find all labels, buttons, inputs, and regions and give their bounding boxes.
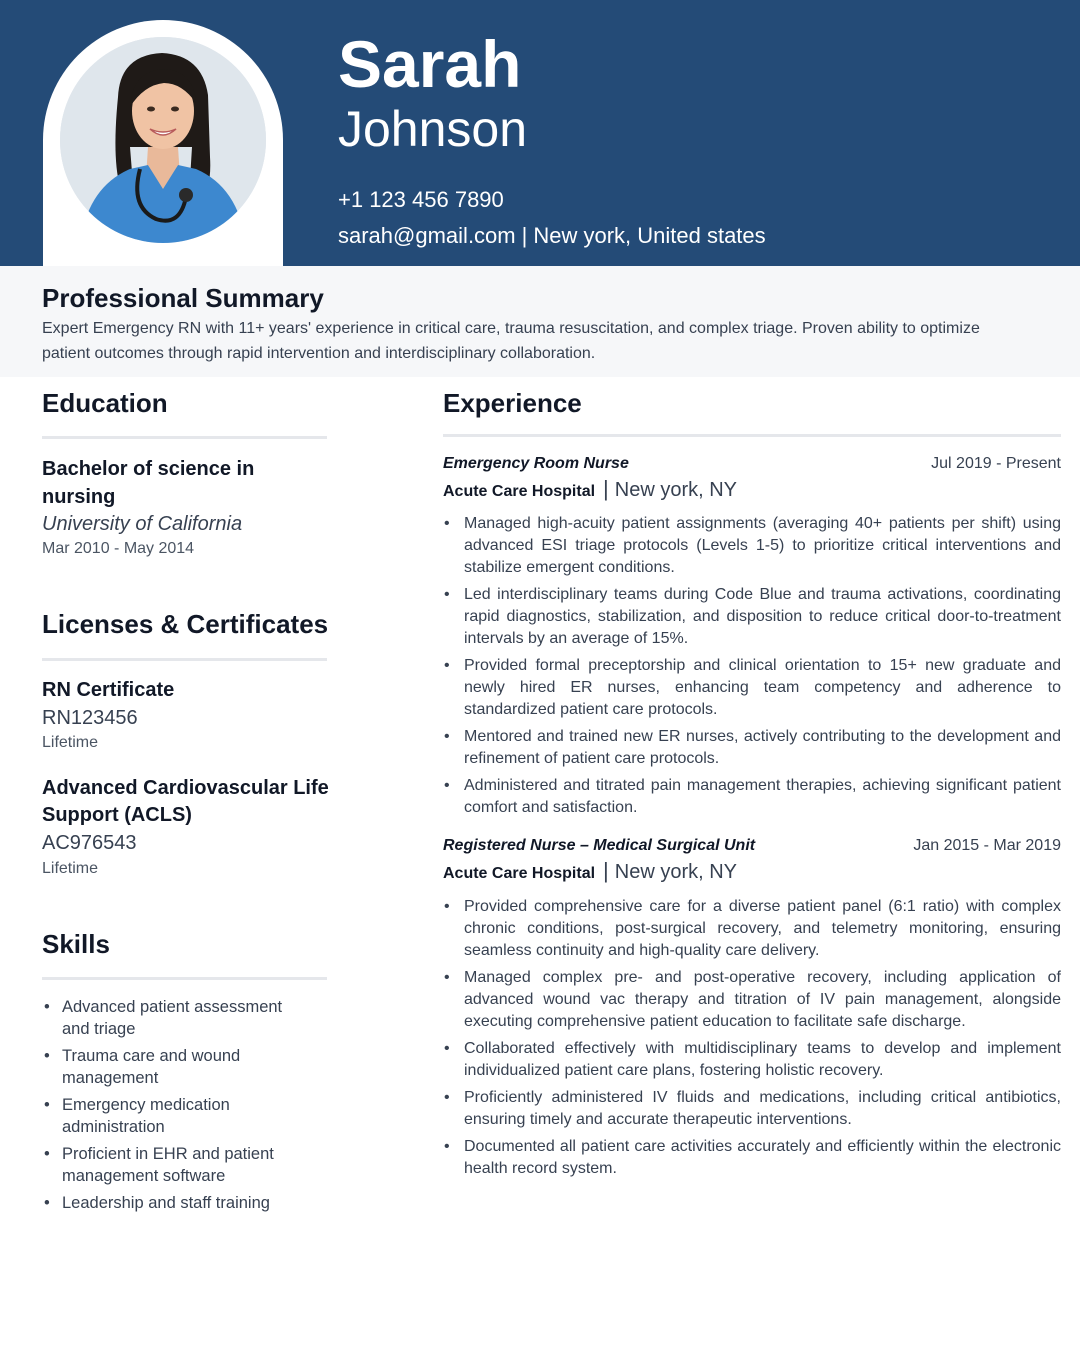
job-title: Emergency Room Nurse: [443, 455, 629, 472]
job-dates: Jul 2019 - Present: [931, 455, 1061, 472]
job-bullet: • Documented all patient care activities accurately and efficiently within the electronic health record system.: [443, 1136, 1061, 1180]
experience-title: Experience: [443, 388, 582, 418]
summary-text: Expert Emergency RN with 11+ years' experience in critical care, trauma resuscitation, and complex triage. Proven ability to optimize patient outcomes through rapid intervention and interdisciplinary collaboration.: [42, 320, 980, 362]
licenses-divider: [42, 658, 327, 661]
job-bullet: • Collaborated effectively with multidisciplinary teams to develop and implement individualized patient care plans, fostering holistic recovery.: [443, 1038, 1061, 1082]
photo-frame: [43, 20, 283, 266]
contact-line: [338, 222, 766, 250]
professional-summary: [0, 266, 1080, 377]
job-location: New york, NY: [614, 861, 738, 883]
job-location: New york, NY: [614, 479, 738, 501]
skills-divider: [42, 977, 327, 980]
profile-photo: [60, 37, 266, 243]
job-bullet: • Mentored and trained new ER nurses, actively contributing to the development and refinement of patient care protocols.: [443, 726, 1061, 770]
job-bullet: • Proficiently administered IV fluids and medications, including critical antibiotics, ensuring timely and accurate therapeutic interventions.: [443, 1087, 1061, 1131]
license-id: RN123456: [42, 707, 138, 729]
license-duration: Lifetime: [42, 860, 99, 877]
job-bullets: [443, 513, 1061, 824]
license-duration: Lifetime: [42, 734, 99, 751]
summary-title: Professional Summary: [42, 283, 324, 313]
skill-item: • Proficient in EHR and patient management software: [42, 1143, 312, 1187]
skills-title: Skills: [42, 929, 110, 959]
employer-name: Acute Care Hospital: [443, 865, 596, 882]
license-name: RN Certificate: [42, 679, 175, 701]
employer-separator: |: [603, 476, 609, 501]
job-bullet: • Administered and titrated pain management therapies, achieving significant patient comfort and satisfaction.: [443, 775, 1061, 819]
job-bullet: • Managed complex pre- and post-operative recovery, including application of advanced wound vac therapy and titration of IV pain management, alongside executing comprehensive patient education to facilitate safe discharge.: [443, 967, 1061, 1033]
job-title: Registered Nurse – Medical Surgical Unit: [443, 837, 756, 854]
skill-item: • Trauma care and wound management: [42, 1045, 312, 1089]
last-name: Johnson: [338, 101, 528, 157]
skill-item: • Advanced patient assessment and triage: [42, 996, 312, 1040]
contact-separator: |: [521, 223, 528, 248]
skills-list: [42, 996, 312, 1219]
job-bullet: • Provided formal preceptorship and clinical orientation to 15+ new graduate and newly hired ER nurses, enhancing team competency and adherence to standardized patient care protocols.: [443, 655, 1061, 721]
job-dates: Jan 2015 - Mar 2019: [913, 837, 1061, 854]
job-bullet: • Provided comprehensive care for a diverse patient panel (6:1 ratio) with complex chronic conditions, post-surgical recovery, and telemetry monitoring, ensuring seamless continuity and high-quality care delivery.: [443, 896, 1061, 962]
skill-item: • Leadership and staff training: [42, 1192, 312, 1214]
job-bullet: • Managed high-acuity patient assignments (averaging 40+ patients per shift) using advanced ESI triage protocols (Levels 1-5) to prioritize critical interventions and stabilize emergent conditions.: [443, 513, 1061, 579]
job-organization: [443, 475, 737, 506]
education-school: University of California: [42, 513, 243, 535]
phone-number: +1 123 456 7890: [338, 187, 504, 212]
job-bullets: [443, 896, 1061, 1185]
skill-item: • Emergency medication administration: [42, 1094, 312, 1138]
licenses-title: Licenses & Certificates: [42, 609, 329, 639]
job-organization: [443, 857, 737, 888]
employer-name: Acute Care Hospital: [443, 483, 596, 500]
employer-separator: |: [603, 858, 609, 883]
education-degree: Bachelor of science in nursing: [42, 458, 255, 508]
email-address: sarah@gmail.com: [338, 223, 516, 248]
job-bullet: • Led interdisciplinary teams during Code Blue and trauma activations, coordinating rapid diagnostics, stabilization, and disposition to reduce critical door-to-treatment intervals by an average of 15%.: [443, 584, 1061, 650]
location: New york, United states: [533, 223, 766, 248]
license-id: AC976543: [42, 832, 137, 854]
resume-header: [0, 0, 1080, 266]
education-divider: [42, 436, 327, 439]
education-dates: Mar 2010 - May 2014: [42, 540, 195, 557]
first-name: Sarah: [338, 27, 522, 101]
education-title: Education: [42, 388, 168, 418]
experience-divider: [443, 434, 1061, 437]
profile-photo-illustration: [60, 37, 266, 243]
license-name: Advanced Cardiovascular Life Support (ACLS): [42, 777, 329, 826]
